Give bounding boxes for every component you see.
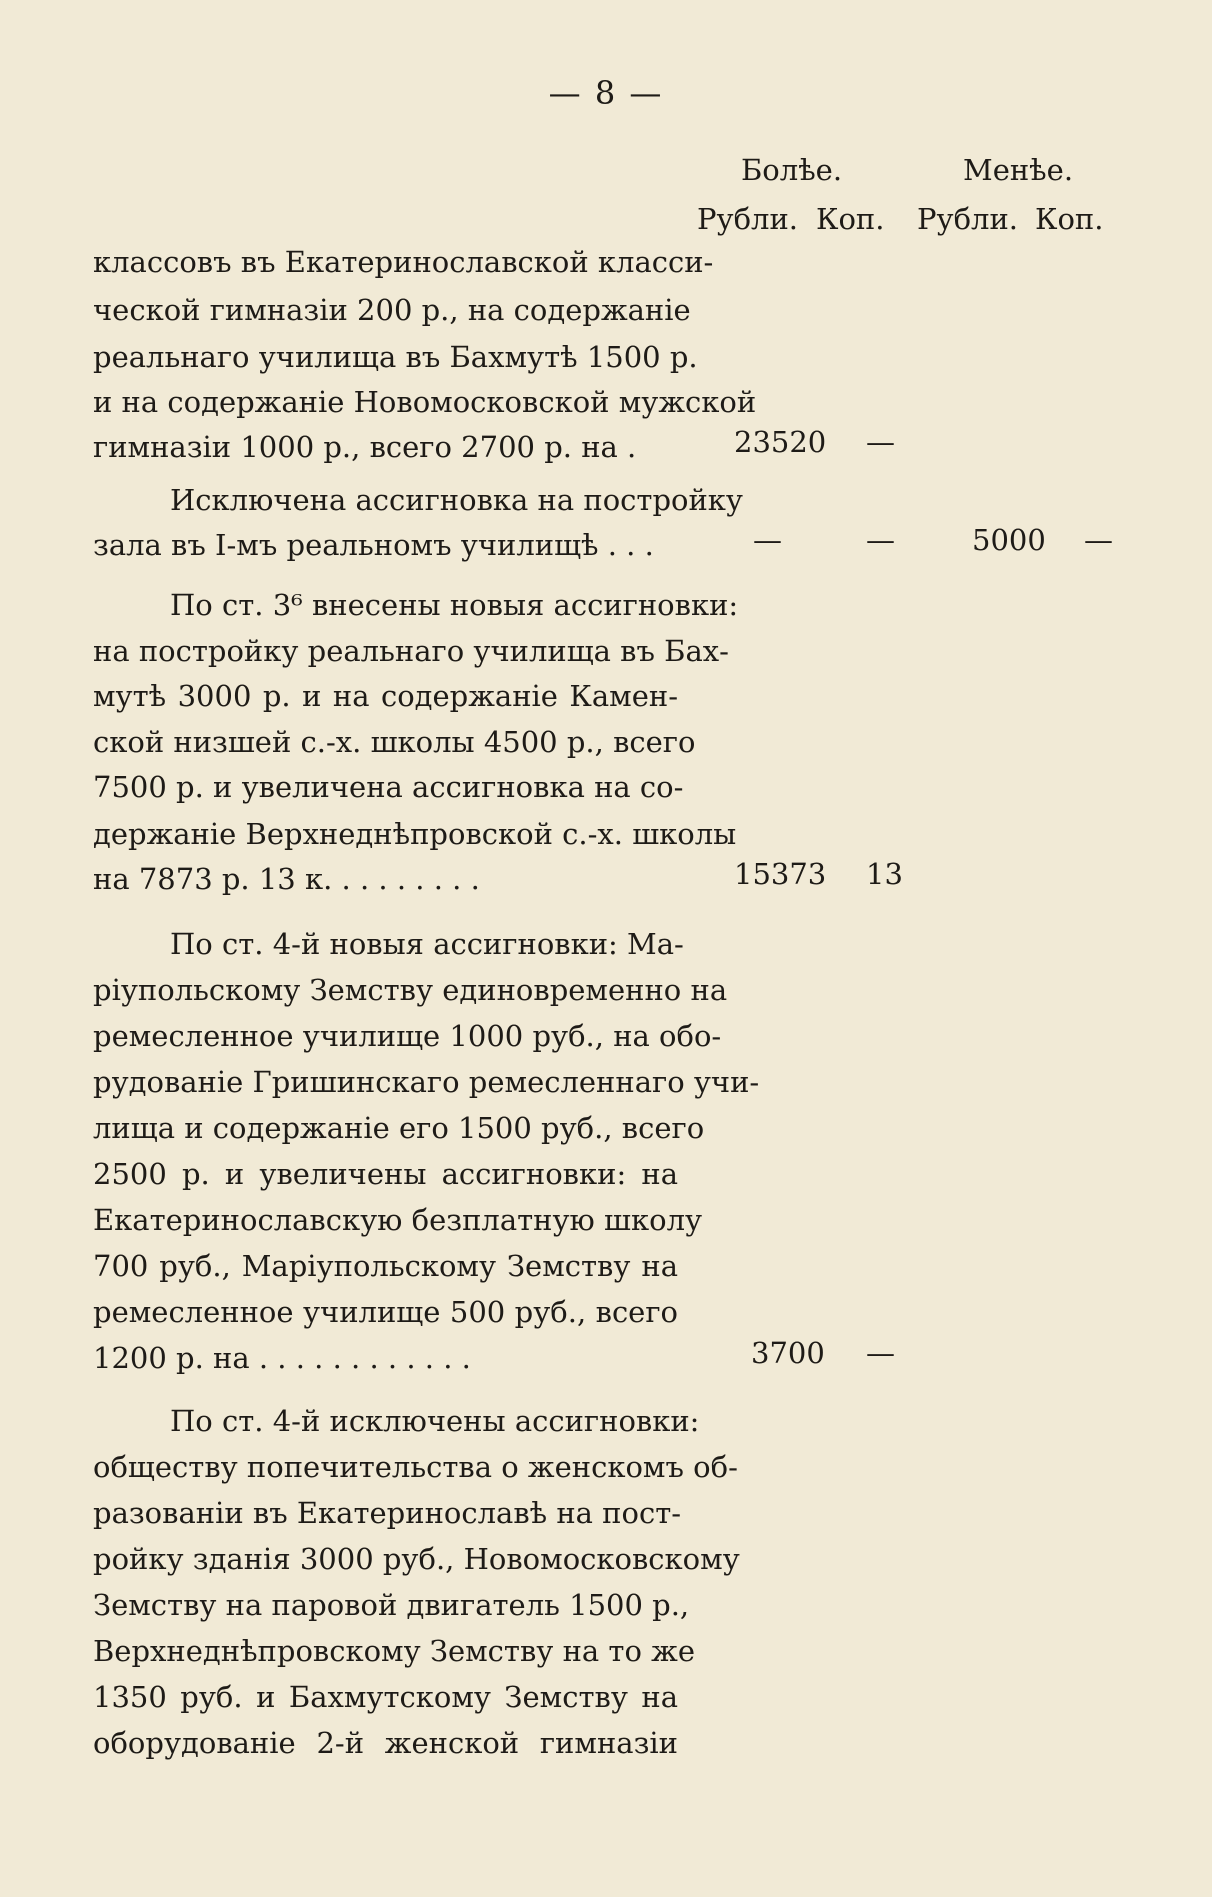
entry-line: держаніе Верхнеднѣпровской с.-х. школы: [93, 817, 737, 851]
amount-more-kopeks: —: [866, 1336, 895, 1370]
entry-line: на постройку реальнаго училища въ Бах-: [93, 634, 729, 668]
entry-line: ремесленное училище 500 руб., всего: [93, 1295, 678, 1329]
entry-line: Земству на паровой двигатель 1500 р.,: [93, 1588, 690, 1622]
entry-line: обществу попечительства о женскомъ об-: [93, 1450, 738, 1484]
entry-line: 700 руб., Маріупольскому Земству на: [93, 1249, 678, 1283]
entry-line: рудованіе Гришинскаго ремесленнаго учи-: [93, 1065, 760, 1099]
entry-line: 2500 р. и увеличены ассигновки: на: [93, 1157, 678, 1191]
page-number: — 8 —: [548, 74, 664, 112]
entry-line: классовъ въ Екатеринославской класси-: [93, 245, 714, 279]
entry-line: зала въ І-мъ реальномъ училищѣ . . .: [93, 528, 654, 562]
entry-line: гимназіи 1000 р., всего 2700 р. на .: [93, 430, 637, 464]
entry-line: 7500 р. и увеличена ассигновка на со-: [93, 770, 684, 804]
amount-more-rubles: —: [753, 523, 782, 557]
amount-more-kopeks: —: [866, 523, 895, 557]
entry-line: 1350 руб. и Бахмутскому Земству на: [93, 1680, 678, 1714]
entry-line: реальнаго училища въ Бахмутѣ 1500 р.: [93, 340, 698, 374]
entry-line: ройку зданія 3000 руб., Новомосковскому: [93, 1542, 740, 1576]
entry-line: Екатеринославскую безплатную школу: [93, 1203, 703, 1237]
entry-line: ріупольскому Земству единовременно на: [93, 973, 728, 1007]
entry-line: Исключена ассигновка на постройку: [170, 483, 743, 517]
entry-line: разованіи въ Екатеринославѣ на пост-: [93, 1496, 682, 1530]
entry-line: лища и содержаніе его 1500 руб., всего: [93, 1111, 705, 1145]
entry-line: оборудованіе 2-й женской гимназіи: [93, 1726, 678, 1760]
entry-line: ремесленное училище 1000 руб., на обо-: [93, 1019, 722, 1053]
entry-line: ческой гимназіи 200 р., на содержаніе: [93, 293, 691, 327]
entry-line: По ст. 4-й новыя ассигновки: Ма-: [170, 927, 684, 961]
entry-line: на 7873 р. 13 к. . . . . . . . .: [93, 862, 480, 896]
amount-more-rubles: 23520: [734, 425, 827, 459]
column-header-less: Менѣе.: [963, 153, 1074, 187]
column-subheader-rubles-more: Рубли.: [697, 202, 799, 236]
amount-more-rubles: 15373: [734, 857, 827, 891]
entry-line: 1200 р. на . . . . . . . . . . . .: [93, 1341, 471, 1375]
entry-line: По ст. 4-й исключены ассигновки:: [170, 1404, 700, 1438]
amount-less-rubles: 5000: [972, 523, 1046, 557]
entry-line: ской низшей с.-х. школы 4500 р., всего: [93, 725, 696, 759]
amount-less-kopeks: —: [1084, 523, 1113, 557]
entry-line: и на содержаніе Новомосковской мужской: [93, 385, 757, 419]
entry-line: мутѣ 3000 р. и на содержаніе Камен-: [93, 679, 678, 713]
column-subheader-rubles-less: Рубли.: [917, 202, 1019, 236]
column-header-more: Болѣе.: [741, 153, 843, 187]
column-subheader-kop-less: Коп.: [1035, 202, 1104, 236]
amount-more-kopeks: —: [866, 425, 895, 459]
amount-more-rubles: 3700: [751, 1336, 825, 1370]
entry-line: Верхнеднѣпровскому Земству на то же: [93, 1634, 695, 1668]
entry-line: По ст. 3⁶ внесены новыя ассигновки:: [170, 588, 739, 622]
amount-more-kopeks: 13: [866, 857, 903, 891]
column-subheader-kop-more: Коп.: [816, 202, 885, 236]
